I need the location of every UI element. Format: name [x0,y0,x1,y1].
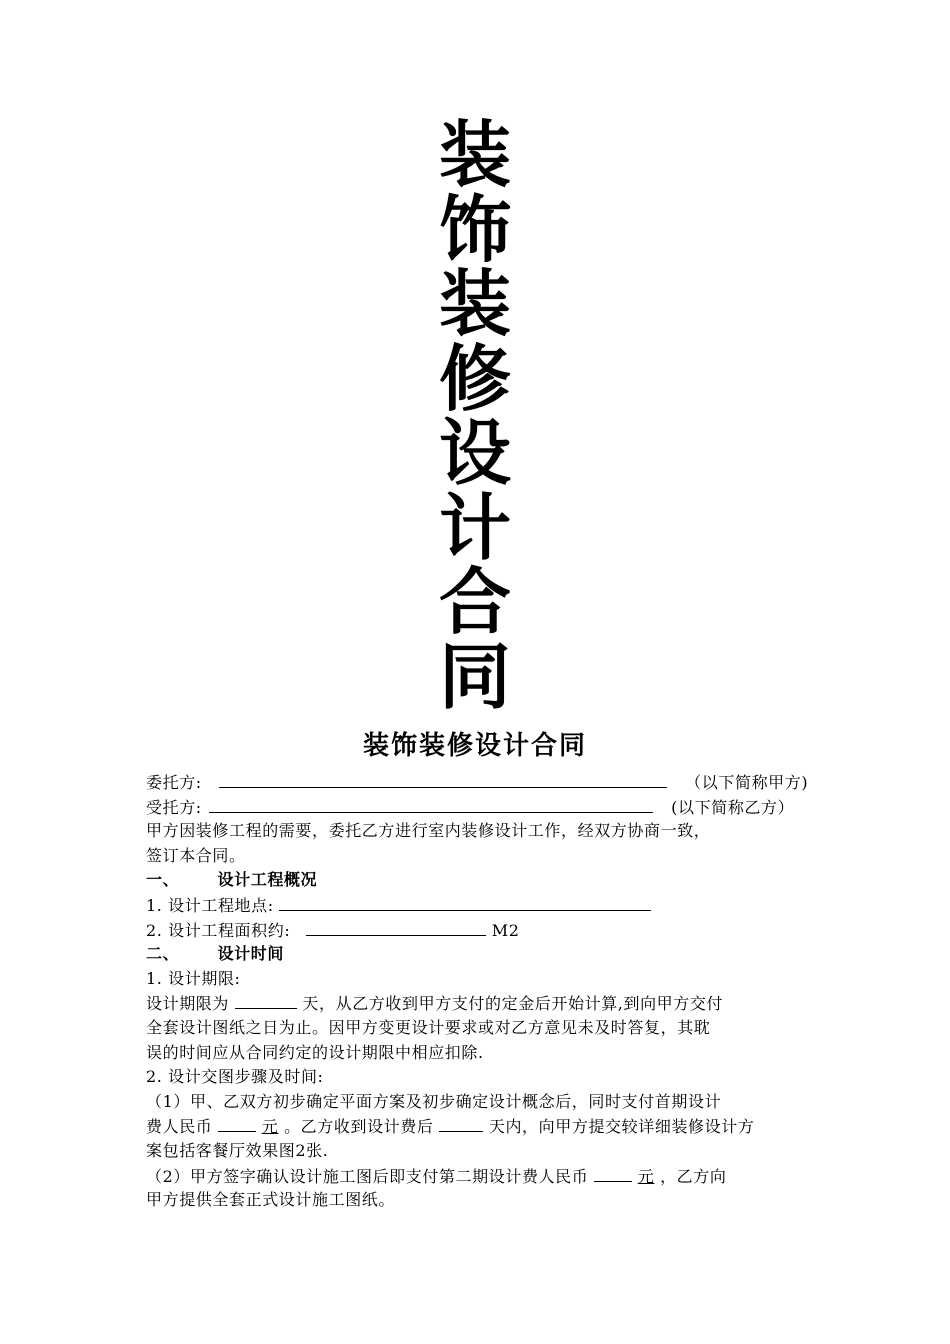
vertical-title [416,113,534,719]
paragraph-line: 误的时间应从合同约定的设计期限中相应扣除. [146,1042,484,1062]
paragraph-text: 天，从乙方收到甲方支付的定金后开始计算,到向甲方交付 [302,994,724,1014]
design-period-line [146,991,816,1016]
client-line [146,770,816,795]
second-fee-field[interactable] [594,1164,632,1182]
section-heading [146,868,816,893]
delivery-steps-label: 2. 设计交图步骤及时间: [146,1067,324,1087]
paragraph-text: ，乙方向 [660,1166,727,1186]
contractor-line [146,795,816,820]
section-heading [146,942,816,967]
step-line: （1）甲、乙双方初步确定平面方案及初步确定设计概念后，同时支付首期设计 [146,1091,722,1111]
currency-unit: 元 [261,1117,279,1137]
contractor-label: 受托方: [146,797,202,817]
design-period-label: 1. 设计期限: [146,968,241,988]
title-char: 设 [438,411,511,495]
project-location-line [146,893,816,918]
step-line: 案包括客餐厅效果图2张. [146,1140,329,1160]
title-char: 装 [438,262,511,346]
contract-body [146,770,816,1213]
project-area-unit: M2 [491,920,520,940]
step-line [146,1114,816,1139]
first-fee-field[interactable] [218,1114,256,1132]
title-char: 计 [438,485,511,570]
step-line [146,1164,816,1189]
title-char: 饰 [438,187,511,272]
paragraph-text: 。乙方收到设计费后 [284,1117,434,1137]
project-area-field[interactable] [306,918,486,936]
client-label: 委托方: [146,773,202,792]
paragraph-line: 全套设计图纸之日为止。因甲方变更设计要求或对乙方意见未及时答复，其耽 [146,1017,711,1037]
paragraph-text: 费人民币 [146,1117,213,1137]
client-name-field[interactable] [219,770,667,788]
project-area-line [146,918,816,943]
section-title: 设计工程概况 [217,870,318,890]
paragraph-text: （2）甲方签字确认设计施工图后即支付第二期设计费人民币 [146,1166,589,1186]
title-char: 同 [438,634,511,719]
section-title: 设计时间 [217,944,284,964]
currency-unit: 元 [637,1166,655,1186]
intro-line: 甲方因装修工程的需要，委托乙方进行室内装修设计工作，经双方协商一致， [146,821,711,841]
title-char: 合 [438,560,511,644]
paragraph-text: 设计期限为 [146,994,230,1014]
section-number: 二、 [146,944,180,964]
client-note: （以下简称甲方) [685,773,809,792]
paragraph-text: 天内，向甲方提交较详细装修设计方 [488,1117,755,1137]
contractor-note: (以下简称乙方） [671,797,795,817]
project-location-label: 1. 设计工程地点: [146,895,274,915]
project-location-field[interactable] [279,893,651,911]
contractor-name-field[interactable] [209,795,653,813]
proposal-days-field[interactable] [439,1114,483,1132]
title-char: 装 [438,113,511,197]
project-area-label: 2. 设计工程面积约: [146,920,291,940]
document-subtitle: 装饰装修设计合同 [362,731,587,761]
title-char: 修 [438,336,511,421]
step-line: 甲方提供全套正式设计施工图纸。 [146,1190,396,1210]
design-days-field[interactable] [235,991,297,1009]
section-number: 一、 [146,870,180,890]
intro-line: 签订本合同。 [146,845,246,865]
